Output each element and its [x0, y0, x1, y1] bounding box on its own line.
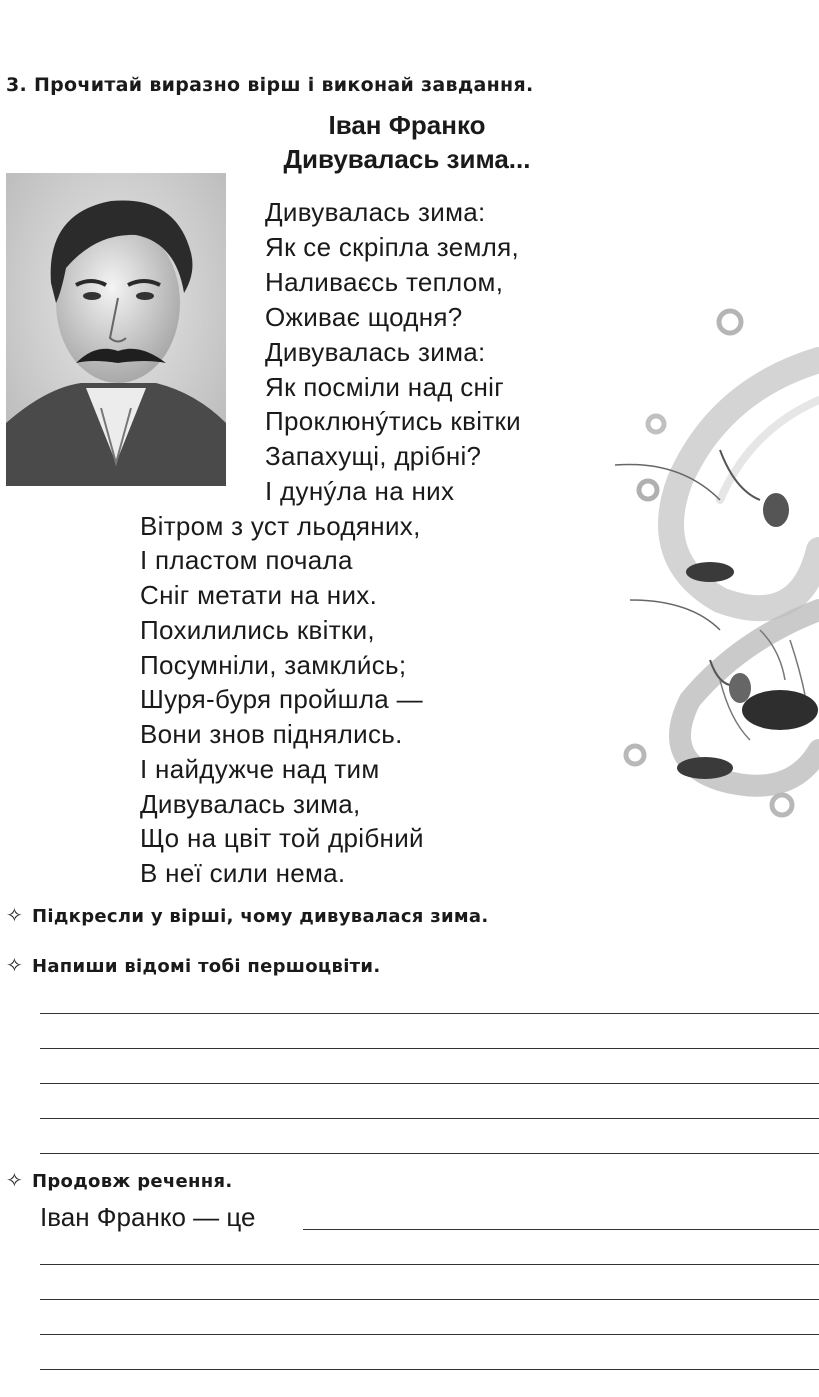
poem-line: Посумніли, замкли́сь;: [140, 650, 407, 680]
instruction-write-text: Напиши відомі тобі першоцвіти.: [32, 956, 381, 977]
answer-line[interactable]: [40, 1153, 819, 1154]
poem-line: Наливаєсь теплом,: [265, 267, 504, 297]
answer-line[interactable]: [40, 1118, 819, 1119]
answer-line[interactable]: [40, 1334, 819, 1335]
poem-line: Як се скріпла земля,: [265, 232, 520, 262]
instruction-underline: [6, 903, 489, 927]
poem-line: В неї сили нема.: [140, 858, 346, 888]
star-outline-icon: ✧: [6, 1168, 24, 1192]
poem-line: Дивувалась зима:: [265, 337, 486, 367]
author-portrait: [6, 173, 226, 486]
poem-title: Дивувалась зима...: [283, 144, 531, 174]
poem-line: Вітром з уст льодяних,: [140, 511, 421, 541]
poem-line: Запахущі, дрібні?: [265, 441, 482, 471]
poem-line: Похилились квітки,: [140, 615, 375, 645]
answer-line[interactable]: [40, 1013, 819, 1014]
answer-line[interactable]: [40, 1083, 819, 1084]
poem-line: Як посміли над сніг: [265, 372, 505, 402]
instruction-continue-text: Продовж речення.: [32, 1171, 233, 1192]
sentence-answer-line[interactable]: [303, 1229, 819, 1230]
sentence-start: Іван Франко — це: [40, 1202, 256, 1232]
poem-author: Іван Франко: [328, 110, 486, 140]
poem-line: І пластом почала: [140, 545, 353, 575]
star-outline-icon: ✧: [6, 903, 24, 927]
poem-line: Вони знов піднялись.: [140, 719, 403, 749]
poem-line: Шуря-буря пройшла —: [140, 684, 423, 714]
answer-line[interactable]: [40, 1299, 819, 1300]
poem-line: Дивувалась зима:: [265, 197, 486, 227]
poem-line: І дунýла на них: [265, 476, 455, 506]
poem-line: Оживає щодня?: [265, 302, 463, 332]
poem-line: Сніг метати на них.: [140, 580, 378, 610]
poem-line: Дивувалась зима,: [140, 789, 361, 819]
instruction-underline-text: Підкресли у вірші, чому дивувалася зима.: [32, 906, 489, 927]
answer-line[interactable]: [40, 1264, 819, 1265]
snowdrop-winter-illustration: [600, 300, 819, 840]
poem-line: Що на цвіт той дрібний: [140, 823, 424, 853]
instruction-write: [6, 953, 380, 977]
task-heading: 3. Прочитай виразно вірш і виконай завдання.: [6, 74, 534, 96]
answer-line[interactable]: [40, 1369, 819, 1370]
poem-line: Проклюнýтись квітки: [265, 406, 521, 436]
poem-line: І найдужче над тим: [140, 754, 380, 784]
instruction-continue: [6, 1168, 233, 1192]
star-outline-icon: ✧: [6, 953, 24, 977]
answer-line[interactable]: [40, 1048, 819, 1049]
